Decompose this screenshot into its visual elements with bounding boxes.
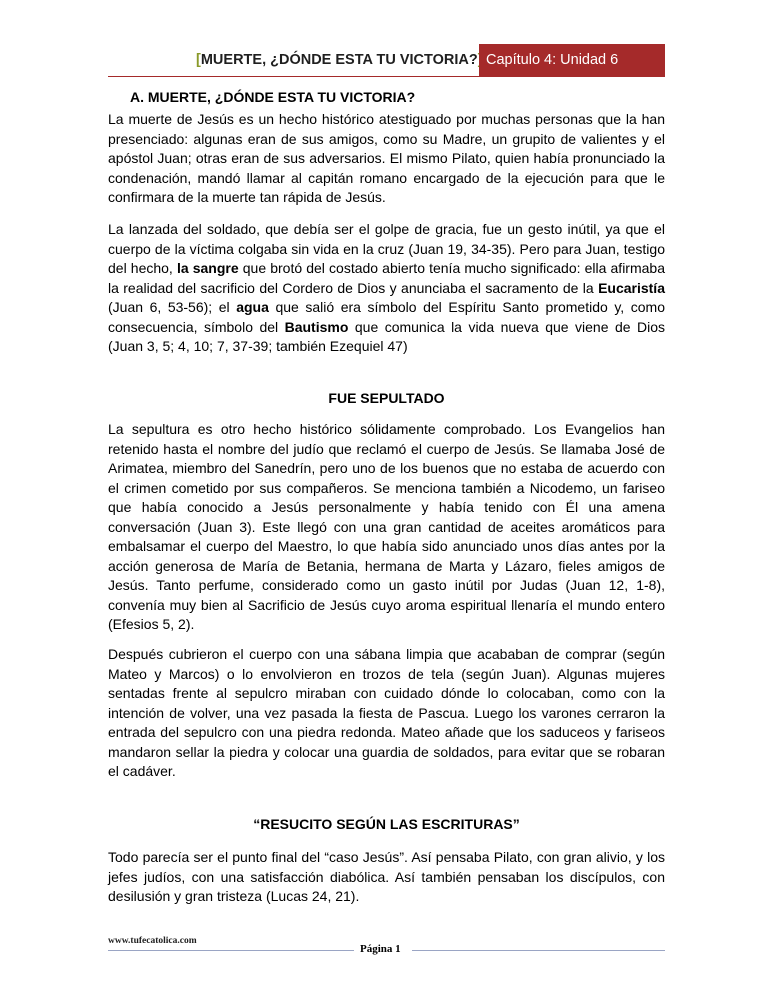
text-run: que comunica la vida nueva que viene de Dios (Juan 3, 5; 4, 10; 7, 37-39; también Ezequiel 47) — [108, 318, 665, 354]
footer-website: www.tufecatolica.com — [108, 936, 197, 946]
text-run: La lanzada del soldado, que debía ser el golpe de gracia, fue un gesto inútil, ya que el cuerpo de la víctima colgaba sin vida en la cruz (Juan 19, 34-35). Pero para Juan, testigo del hecho, — [108, 221, 665, 276]
text-run: (Juan 6, 53-56); el — [108, 299, 237, 315]
header-rule — [108, 76, 665, 77]
text-run: que salió era símbolo del Espíritu Santo prometido y, como consecuencia, símbolo del — [108, 299, 665, 335]
header-title — [196, 52, 483, 68]
bold-term-agua: agua — [236, 299, 269, 315]
paragraph-shroud: Después cubrieron el cuerpo con una sábana limpia que acababan de comprar (según Mateo y Marcos) o lo envolvieron en trozos de tela (según Juan). Algunas mujeres sentadas frente al sepulcro miraban con cuidado dónde lo colocaban, como con la intención de volver, una vez pasada la fiesta de Pascua. Luego los varones cerraron la entrada del sepulcro con una piedra redonda. Mateo añade que los saduceos y fariseos mandaron sellar la piedra y colocar una guardia de soldados, para evitar que se robaran el cadáver. — [108, 646, 665, 779]
footer-rule-left — [108, 950, 354, 951]
page-header — [0, 44, 768, 76]
section-b-heading: FUE SEPULTADO — [328, 390, 445, 406]
section-a-heading: A. MUERTE, ¿DÓNDE ESTA TU VICTORIA? — [130, 89, 416, 105]
bold-term-eucaristia: Eucaristía — [598, 279, 665, 296]
page-number: Página 1 — [360, 943, 401, 955]
section-c-heading: “RESUCITO SEGÚN LAS ESCRITURAS” — [253, 816, 520, 832]
header-title-text: MUERTE, ¿DÓNDE ESTA TU VICTORIA? — [200, 52, 478, 68]
bold-term-bautismo: Bautismo — [284, 318, 349, 335]
open-bracket: [ — [196, 52, 201, 68]
paragraph-end: Todo parecía ser el punto final del “caso Jesús”. Así pensaba Pilato, con gran alivio, y los jefes judíos, con una satisfacción diabólica. Así también pensaban los discípulos, con desilusión y gran tristeza (Lucas 24, 21). — [108, 849, 665, 904]
text-run: que brotó del costado abierto tenía mucho significado: ella afirmaba la realidad del sacrificio del Cordero de Dios y anunciaba el sacramento de la — [108, 260, 665, 296]
chapter-badge: Capítulo 4: Unidad 6 — [479, 44, 665, 76]
paragraph-burial: La sepultura es otro hecho histórico sólidamente comprobado. Los Evangelios han retenido hasta el nombre del judío que reclamó el cuerpo de Jesús. Se llamaba José de Arimatea, miembro del Sanedrín, pero uno de los buenos que no estaba de acuerdo con el crimen cometido por sus compañeros. Se menciona también a Nicodemo, un fariseo que había conocido a Jesús personalmente y había tenido con Él una amena conversación (Juan 3). Este llegó con una gran cantidad de aceites aromáticos para embalsamar el cuerpo del Maestro, lo que había sido anunciado unos días antes por la acción generosa de María de Betania, hermana de Marta y Lázaro, fieles amigos de Jesús. Tanto perfume, considerado como un gasto inútil por Judas (Juan 12, 1-8), convenía muy bien al Sacrificio de Jesús cuyo aroma espiritual llenaría el mundo entero (Efesios 5, 2). — [108, 421, 665, 632]
paragraph-death: La muerte de Jesús es un hecho histórico atestiguado por muchas personas que la han presenciado: algunas eran de sus amigos, como su Madre, un grupito de valientes y el apóstol Juan; otras eran de sus adversarios. El mismo Pilato, quien había pronunciado la condenación, mandó llamar al capitán romano encargado de la ejecución para que le confirmara de la muerte tan rápida de Jesús. — [108, 111, 665, 205]
bold-term-sangre: la sangre — [176, 260, 239, 276]
paragraph-lance — [108, 220, 665, 357]
footer-rule-right — [412, 950, 665, 951]
